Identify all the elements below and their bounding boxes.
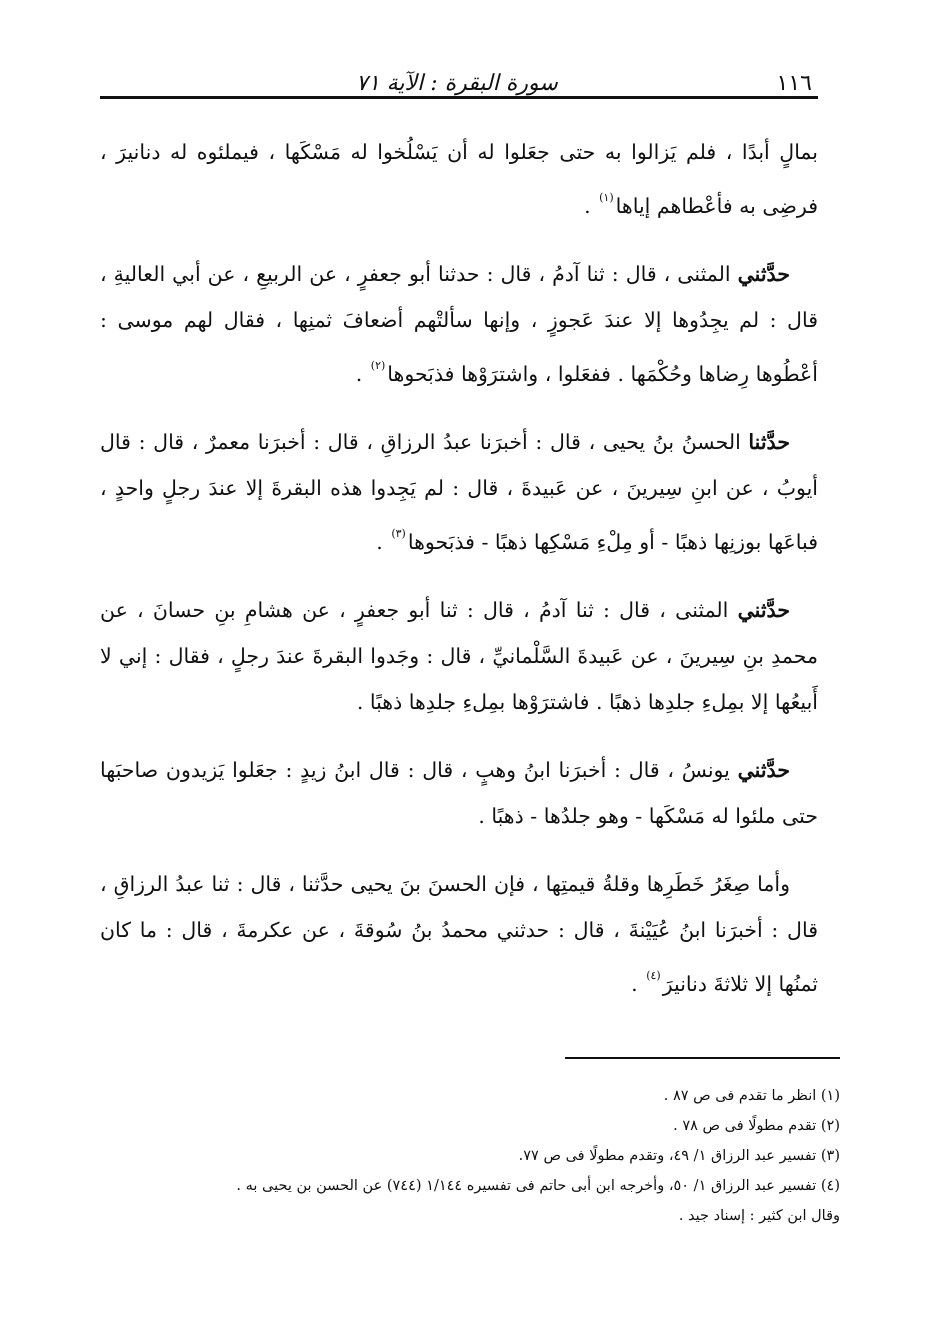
footnote-marker[interactable]: (٤) xyxy=(646,969,661,982)
paragraph-lead: حدَّثني xyxy=(737,262,790,286)
main-text xyxy=(100,129,818,1007)
paragraph-text: يونسُ ، قال : أخبرَنا ابنُ وهبٍ ، قال : قال ابنُ زيدٍ : جعَلوا يَزيدون صاحبَها حتى ملئوا له مَسْكَها - وهو جلدُها - ذهبًا . xyxy=(100,758,818,828)
footnote: (٣) تفسير عبد الرزاق ١/ ٤٩، وتقدم مطولًا فى ص ٧٧. xyxy=(518,1148,840,1164)
page-number: ١١٦ xyxy=(776,71,812,96)
paragraph xyxy=(100,129,818,229)
footnote-marker[interactable]: (٢) xyxy=(370,359,386,372)
book-page xyxy=(100,52,818,1029)
paragraph-text: المثنى ، قال : ثنا آدمُ ، قال : ثنا أبو جعفرٍ ، عن هشامِ بنِ حسانَ ، عن محمدِ بنِ سِيرينَ ، عن عَبيدةَ السَّلْمانيِّ ، قال : وجَدوا البقرةَ عندَ رجلٍ ، فقال : إني لا أَبيعُها إلا بمِلءِ جلدِها ذهبًا . فاشترَوْها بمِلءِ جلدِها ذهبًا . xyxy=(100,598,818,714)
paragraph-end: . xyxy=(631,972,645,996)
paragraph-text: الحسنُ بنُ يحيى ، قال : أخبرَنا عبدُ الرزاقِ ، قال : أخبرَنا معمرٌ ، قال : قال أيوبُ ، عن ابنِ سِيرينَ ، عن عَبيدةَ ، قال : لم يَجِدوا هذه البقرةَ إلا عندَ رجلٍ واحدٍ ، فباعَها بوزنِها ذهبًا - أو مِلْءِ مَسْكِها ذهبًا - فذبَحوها xyxy=(100,430,818,554)
paragraph xyxy=(100,419,818,565)
footnote: (٢) تقدم مطولًا فى ص ٧٨ . xyxy=(673,1118,840,1134)
footnotes xyxy=(120,1057,840,1231)
paragraph-text: المثنى ، قال : ثنا آدمُ ، قال : حدثنا أبو جعفرٍ ، عن الربيعِ ، عن أبي العاليةِ ، قال : لم يجِدُوها إلا عندَ عَجوزٍ ، وإنها سألتْهم أضعافَ ثمنِها ، فقال لهم موسى : أعْطُوها رِضاها وحُكْمَها . ففعَلوا ، واشترَوْها فذبَحوها xyxy=(100,262,818,386)
paragraph-text: بمالٍ أبدًا ، فلم يَزالوا به حتى جعَلوا له أن يَسْلُخوا له مَسْكَها ، فيملئوه له دنانيرَ ، فرضِى به فأعْطاهم إياها xyxy=(100,140,818,218)
footnote: (١) انظر ما تقدم فى ص ٨٧ . xyxy=(663,1088,840,1104)
footnote-divider xyxy=(565,1057,840,1059)
paragraph-end: . xyxy=(584,194,598,218)
paragraph-end: . xyxy=(355,362,369,386)
paragraph-end: . xyxy=(376,530,390,554)
footnote-marker[interactable]: (١) xyxy=(599,191,614,204)
page-header xyxy=(100,52,818,99)
footnote: (٤) تفسير عبد الرزاق ١/ ٥٠، وأخرجه ابن أبى حاتم فى تفسيره ١/١٤٤ (٧٤٤) عن الحسن بن يحيى به . xyxy=(236,1178,840,1194)
paragraph xyxy=(100,861,818,1007)
paragraph-lead: حدَّثنا xyxy=(748,430,790,454)
paragraph-text: وأما صِغَرُ خَطَرِها وقلةُ قيمتِها ، فإن الحسنَ بنَ يحيى حدَّثنا ، قال : ثنا عبدُ الرزاقِ ، قال : أخبرَنا ابنُ عُيَيْنةَ ، قال : حدثني محمدُ بنُ سُوقةَ ، عن عكرمةَ ، قال : ما كان ثمنُها إلا ثلاثةَ دنانيرَ xyxy=(100,872,818,996)
paragraph xyxy=(100,747,818,839)
running-title: سورة البقرة : الآية ٧١ xyxy=(356,71,558,96)
paragraph xyxy=(100,587,818,725)
footnote-marker[interactable]: (٣) xyxy=(391,527,406,540)
paragraph-lead: حدَّثني xyxy=(737,598,790,622)
paragraph xyxy=(100,251,818,397)
paragraph-lead: حدَّثني xyxy=(737,758,790,782)
footnote: وقال ابن كثير : إسناد جيد . xyxy=(678,1208,840,1224)
